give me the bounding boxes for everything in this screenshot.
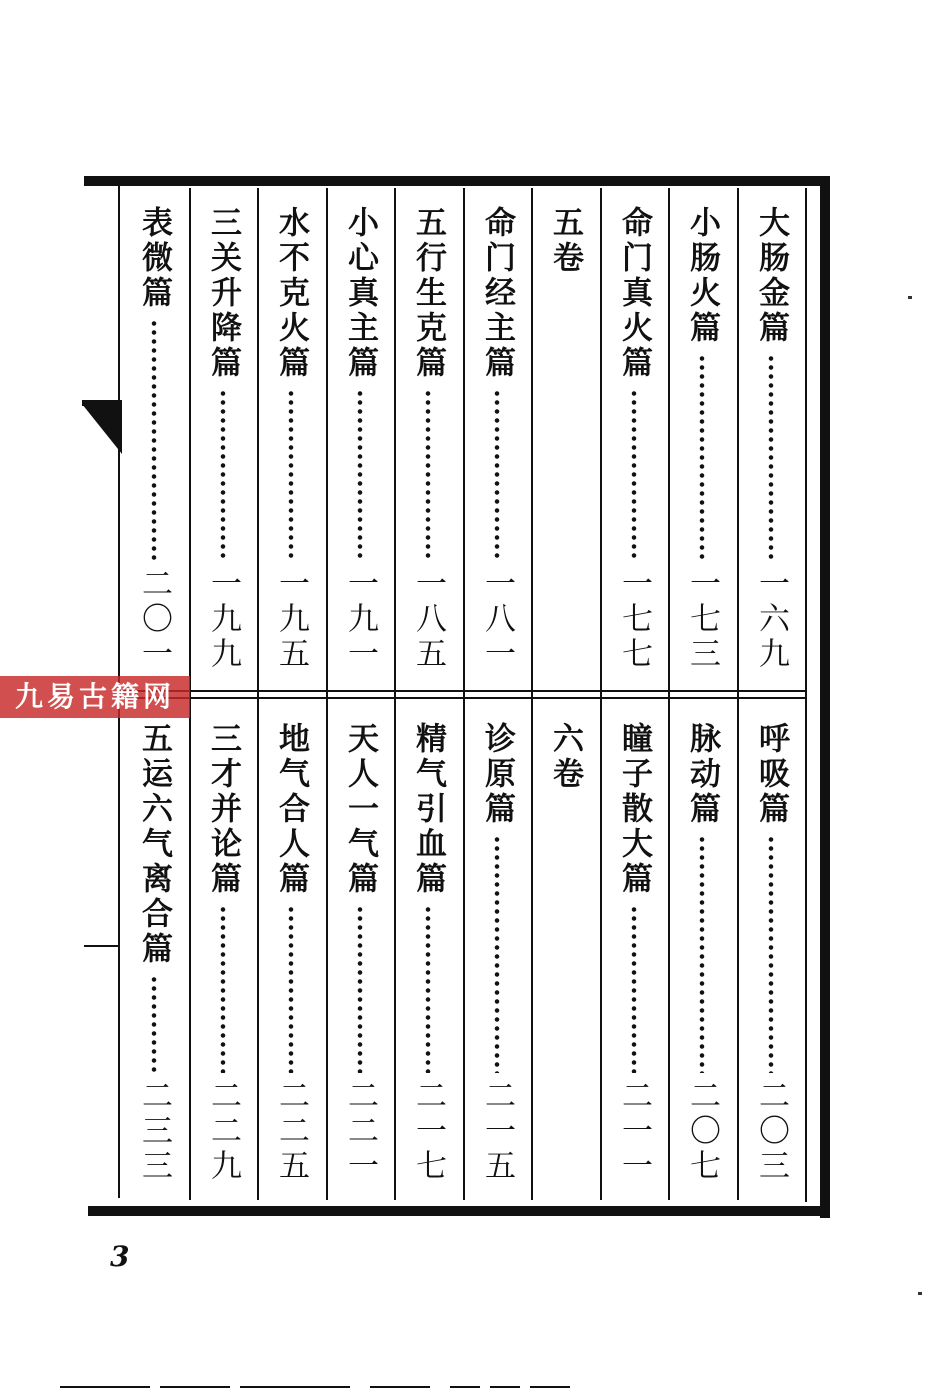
column-separator: [326, 188, 328, 1200]
toc-leader-dots: [288, 389, 294, 561]
toc-entry: [264, 206, 318, 672]
toc-entry-page: 二一七: [410, 1079, 446, 1184]
toc-entry-page: 二二九: [205, 1079, 241, 1184]
toc-entry-title: 地气合人篇: [273, 722, 309, 897]
toc-leader-dots: [220, 389, 226, 561]
toc-entry: [470, 722, 524, 1184]
toc-leader-dots: [494, 389, 500, 561]
toc-entry-title: 小肠火篇: [684, 206, 720, 346]
toc-entry-title: 脉动篇: [684, 722, 720, 827]
toc-entry-page: 二〇一: [136, 567, 172, 672]
toc-entry: [607, 722, 661, 1184]
column-separator: [531, 188, 533, 1200]
toc-entry-title: 大肠金篇: [753, 206, 789, 346]
toc-entry-title: 五卷: [547, 206, 583, 276]
frame-top-border: [84, 176, 830, 186]
toc-entry-title: 三才并论篇: [205, 722, 241, 897]
toc-leader-dots: [425, 905, 431, 1073]
toc-entry: [538, 206, 592, 672]
toc-entry-page: 一七七: [616, 567, 652, 672]
toc-entry-page: 二一五: [479, 1079, 515, 1184]
toc-entry-title: 天人一气篇: [342, 722, 378, 897]
toc-entry-title: 五运六气离合篇: [136, 722, 172, 967]
toc-entry-page: 一九九: [205, 567, 241, 672]
toc-entry-title: 三关升降篇: [205, 206, 241, 381]
toc-leader-dots: [357, 389, 363, 561]
toc-entry: [675, 722, 729, 1184]
toc-entry-page: 二三三: [136, 1079, 172, 1184]
frame-inner-right-border: [805, 188, 807, 1202]
toc-entry-title: 水不克火篇: [273, 206, 309, 381]
toc-leader-dots: [631, 389, 637, 561]
toc-entry-page: 二二一: [342, 1079, 378, 1184]
toc-entry: [607, 206, 661, 672]
toc-entry-title: 瞳子散大篇: [616, 722, 652, 897]
toc-entry-page: 一八一: [479, 567, 515, 672]
toc-entry: [401, 722, 455, 1184]
toc-leader-dots: [151, 975, 157, 1073]
column-separator: [737, 188, 739, 1200]
scan-speck: [908, 296, 912, 299]
scan-bottom-edge: [60, 1386, 580, 1390]
column-separator: [394, 188, 396, 1200]
toc-entry-page: 二二五: [273, 1079, 309, 1184]
scan-speck: [918, 1292, 922, 1295]
margin-tick: [84, 945, 120, 947]
fishtail-mark: [82, 404, 122, 454]
toc-leader-dots: [288, 905, 294, 1073]
toc-entry-title: 六卷: [547, 722, 583, 792]
watermark: 九易古籍网: [0, 676, 190, 718]
toc-leader-dots: [768, 835, 774, 1073]
toc-entry: [470, 206, 524, 672]
toc-leader-dots: [699, 354, 705, 561]
toc-leader-dots: [220, 905, 226, 1073]
toc-leader-dots: [768, 354, 774, 561]
toc-entry-title: 诊原篇: [479, 722, 515, 827]
toc-entry-title: 精气引血篇: [410, 722, 446, 897]
frame-bottom-border: [88, 1206, 830, 1216]
toc-leader-dots: [631, 905, 637, 1073]
toc-entry: [538, 722, 592, 1184]
toc-entry-title: 呼吸篇: [753, 722, 789, 827]
toc-entry: [401, 206, 455, 672]
toc-entry-page: 一九五: [273, 567, 309, 672]
toc-entry-title: 命门真火篇: [616, 206, 652, 381]
column-separator: [463, 188, 465, 1200]
toc-leader-dots: [357, 905, 363, 1073]
toc-leader-dots: [151, 319, 157, 561]
toc-entry: [744, 722, 798, 1184]
toc-entry-title: 命门经主篇: [479, 206, 515, 381]
toc-entry: [264, 722, 318, 1184]
toc-entry: [744, 206, 798, 672]
toc-entry-page: 一六九: [753, 567, 789, 672]
toc-entry: [127, 722, 181, 1184]
frame-right-border: [820, 176, 830, 1218]
toc-entry-title: 五行生克篇: [410, 206, 446, 381]
toc-leader-dots: [699, 835, 705, 1073]
toc-entry: [196, 206, 250, 672]
page-number: 3: [110, 1240, 130, 1273]
toc-entry-page: 二一一: [616, 1079, 652, 1184]
toc-entry-page: 一九一: [342, 567, 378, 672]
toc-entry-page: 一七三: [684, 567, 720, 672]
toc-entry-page: 二〇三: [753, 1079, 789, 1184]
toc-entry-title: 表微篇: [136, 206, 172, 311]
toc-entry: [333, 722, 387, 1184]
column-separator: [600, 188, 602, 1200]
toc-entry: [196, 722, 250, 1184]
column-separator: [668, 188, 670, 1200]
toc-leader-dots: [425, 389, 431, 561]
toc-entry: [127, 206, 181, 672]
toc-entry-page: 一八五: [410, 567, 446, 672]
toc-leader-dots: [494, 835, 500, 1073]
toc-entry: [675, 206, 729, 672]
toc-entry-title: 小心真主篇: [342, 206, 378, 381]
column-separator: [257, 188, 259, 1200]
toc-entry-page: 二〇七: [684, 1079, 720, 1184]
toc-entry: [333, 206, 387, 672]
